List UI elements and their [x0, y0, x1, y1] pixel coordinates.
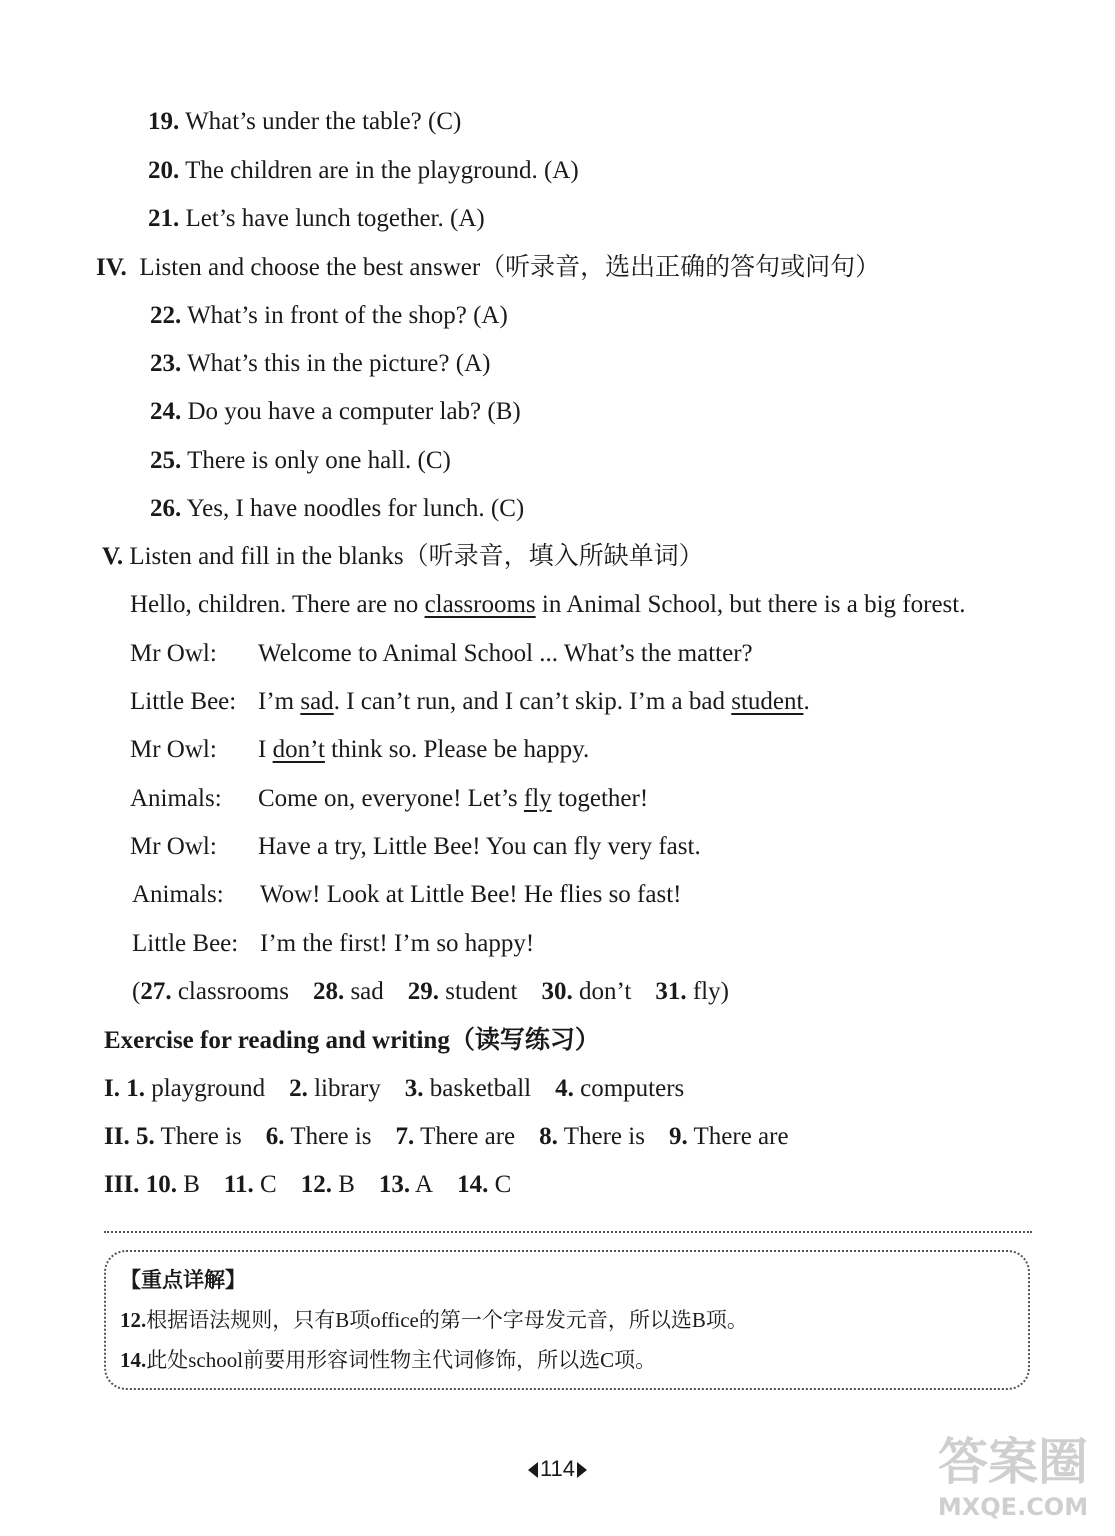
list-item: 24. Do you have a computer lab? (B) — [150, 398, 521, 425]
dialogue-line: Mr Owl: I don’t think so. Please be happy. — [130, 736, 590, 763]
answers-row: III. 10. B 11. C 12. B 13. A 14. C — [104, 1171, 512, 1198]
triangle-left-icon — [528, 1462, 538, 1478]
list-item: 23. What’s this in the picture? (A) — [150, 350, 491, 377]
dialogue-line: Animals: Wow! Look at Little Bee! He flies so fast! — [132, 881, 682, 908]
section-heading-iv: IV. Listen and choose the best answer（听录音，选出正确的答句或问句） — [96, 254, 881, 281]
passage-intro: Hello, children. There are no classrooms in Animal School, but there is a big forest. — [130, 591, 966, 618]
section-heading-v: V. Listen and fill in the blanks（听录音，填入所缺单词） — [102, 543, 704, 570]
dotted-divider — [104, 1231, 1032, 1233]
answers-row: I. 1. playground 2. library 3. basketball 4. computers — [104, 1075, 685, 1102]
answers-row: II. 5. There is 6. There is 7. There are 8. There is 9. There are — [104, 1123, 789, 1150]
note-line: 12.根据语法规则，只有B项office的第一个字母发元音，所以选B项。 — [120, 1308, 748, 1332]
list-item: 20. The children are in the playground. (A) — [148, 157, 579, 184]
notes-title: 【重点详解】 — [120, 1268, 246, 1292]
page-number: 114 — [0, 1456, 1115, 1482]
list-item: 22. What’s in front of the shop? (A) — [150, 302, 508, 329]
list-item: 25. There is only one hall. (C) — [150, 447, 451, 474]
note-line: 14.此处school前要用形容词性物主代词修饰，所以选C项。 — [120, 1348, 657, 1372]
reading-heading: Exercise for reading and writing（读写练习） — [104, 1027, 600, 1054]
dialogue-line: Mr Owl: Welcome to Animal School ... What’s the matter? — [130, 640, 753, 667]
dialogue-line: Mr Owl: Have a try, Little Bee! You can fly very fast. — [130, 833, 701, 860]
dialogue-line: Little Bee: I’m the first! I’m so happy! — [132, 930, 535, 957]
list-item: 26. Yes, I have noodles for lunch. (C) — [150, 495, 525, 522]
answers-row: (27. classrooms 28. sad 29. student 30. don’t 31. fly) — [132, 978, 729, 1005]
notes-box — [104, 1250, 1030, 1390]
dialogue-line: Animals: Come on, everyone! Let’s fly together! — [130, 785, 649, 812]
watermark-logo: 答案圈 MXQE.COM — [937, 1433, 1089, 1521]
list-item: 19. What’s under the table? (C) — [148, 108, 462, 135]
triangle-right-icon — [577, 1462, 587, 1478]
list-item: 21. Let’s have lunch together. (A) — [148, 205, 485, 232]
dialogue-line: Little Bee: I’m sad. I can’t run, and I can’t skip. I’m a bad student. — [130, 688, 810, 715]
